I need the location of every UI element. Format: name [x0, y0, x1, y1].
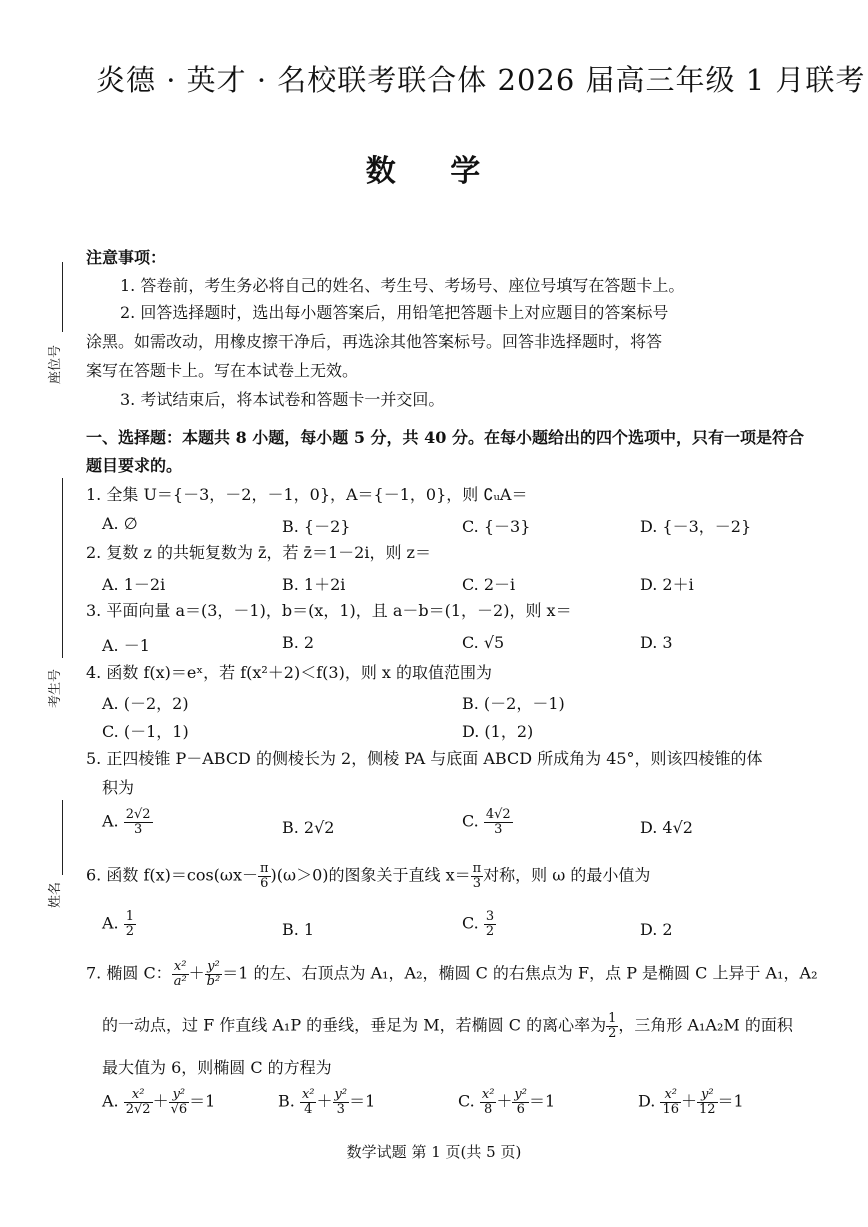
notice-line-4: 案写在答题卡上。写在本试卷上无效。 [86, 361, 359, 380]
q6-stem: 6. 函数 f(x)＝cos(ωx－ $\frac{\pi}{6}$ )(ω＞0)的图象关于直线 x＝ $\frac{\pi}{3}$ 对称，则 ω 的最小值为 [86, 861, 651, 891]
exam-no-line [62, 478, 63, 658]
q6-option-a: A. $\frac{1}{2}$ [102, 909, 135, 939]
q4-option-a: A. (－2，2) [102, 694, 189, 713]
q2-option-c: C. 2－i [462, 575, 516, 594]
notice-line-1: 1. 答卷前，考生务必将自己的姓名、考生号、考场号、座位号填写在答题卡上。 [120, 276, 685, 295]
q4-option-d: D. (1，2) [462, 722, 534, 741]
q3-option-b: B. 2 [282, 633, 315, 652]
q4-stem: 4. 函数 f(x)＝eˣ，若 f(x²＋2)＜f(3)，则 x 的取值范围为 [86, 663, 493, 682]
q3-stem: 3. 平面向量 a＝(3，－1)，b＝(x，1)，且 a－b＝(1，－2)，则 x＝ [86, 601, 572, 620]
q2-option-b: B. 1＋2i [282, 575, 346, 594]
q3-option-d: D. 3 [640, 633, 673, 652]
q5-option-a: A. $\frac{2√2}{3}$ [102, 807, 151, 837]
q1-stem: 1. 全集 U＝{－3，－2，－1，0}，A＝{－1，0}，则 ∁ᵤA＝ [86, 485, 528, 504]
seat-label: 座位号 [48, 344, 63, 384]
notice-line-5: 3. 考试结束后，将本试卷和答题卡一并交回。 [120, 390, 445, 409]
q2-option-d: D. 2＋i [640, 575, 694, 594]
exam-no-label: 考生号 [48, 668, 63, 708]
q4-option-b: B. (－2，－1) [462, 694, 565, 713]
q1-option-c: C. {－3} [462, 517, 531, 536]
notice-line-2: 2. 回答选择题时，选出每小题答案后，用铅笔把答题卡上对应题目的答案标号 [120, 303, 669, 322]
q7-stem-line-2: 的一动点，过 F 作直线 A₁P 的垂线，垂足为 M，若椭圆 C 的离心率为 $\frac{1}{2}$ ，三角形 A₁A₂M 的面积 [102, 1011, 793, 1041]
notice-line-3: 涂黑。如需改动，用橡皮擦干净后，再选涂其他答案标号。回答非选择题时，将答 [86, 332, 663, 351]
exam-title: 炎德 · 英才 · 名校联考联合体 2026 届高三年级 1 月联考 [96, 63, 866, 97]
q7-option-b: B. $\frac{\text{x²}}{4}$ ＋ $\frac{\text{y²}}{3}$ ＝1 [278, 1087, 376, 1117]
notice-heading: 注意事项： [86, 248, 167, 267]
q7-option-a: A. $\frac{\text{x²}}{2√2}$ ＋ $\frac{\text{y²}}{√6}$ ＝1 [102, 1087, 216, 1117]
q1-option-a: A. ∅ [102, 514, 138, 533]
q5-stem-line-2: 积为 [102, 778, 135, 797]
q7-stem-line-3: 最大值为 6，则椭圆 C 的方程为 [102, 1058, 332, 1077]
section-heading-2: 题目要求的。 [86, 456, 183, 475]
q1-option-b: B. {－2} [282, 517, 351, 536]
section-heading-1: 一、选择题：本题共 8 小题，每小题 5 分，共 40 分。在每小题给出的四个选项中，只有一项是符合 [86, 428, 804, 447]
q4-option-c: C. (－1，1) [102, 722, 189, 741]
q7-option-d: D. $\frac{\text{x²}}{16}$ ＋ $\frac{\text{y²}}{12}$ ＝1 [638, 1087, 744, 1117]
q2-stem: 2. 复数 z 的共轭复数为 z̄，若 z̄＝1－2i，则 z＝ [86, 543, 431, 562]
q5-option-d: D. 4√2 [640, 818, 693, 837]
q1-option-d: D. {－3，－2} [640, 517, 752, 536]
q5-stem-line-1: 5. 正四棱锥 P－ABCD 的侧棱长为 2，侧棱 PA 与底面 ABCD 所成角为 45°，则该四棱锥的体 [86, 749, 763, 768]
q5-option-c: C. $\frac{4√2}{3}$ [462, 807, 511, 837]
page-footer: 数学试题 第 1 页(共 5 页) [346, 1143, 522, 1161]
q3-option-c: C. √5 [462, 633, 505, 652]
name-line [62, 800, 63, 875]
q6-option-d: D. 2 [640, 920, 673, 939]
name-label: 姓名 [48, 881, 63, 908]
q6-option-b: B. 1 [282, 920, 315, 939]
q3-option-a: A. －1 [102, 636, 150, 655]
q5-option-b: B. 2√2 [282, 818, 335, 837]
q6-option-c: C. $\frac{3}{2}$ [462, 909, 495, 939]
q7-stem-line-1: 7. 椭圆 C： $\frac{\text{x²}}{\text{a²}}$ ＋ $\frac{\text{y²}}{\text{b²}}$ ＝1 的左、右顶点为 A₁，A₂，椭圆 C 的右焦点为 F，点 P 是椭圆 C 上异于 A₁，A₂ [86, 959, 818, 989]
subject-title: 数 学 [365, 154, 503, 189]
seat-line [62, 262, 63, 332]
q2-option-a: A. 1－2i [102, 575, 166, 594]
q7-option-c: C. $\frac{\text{x²}}{8}$ ＋ $\frac{\text{y²}}{6}$ ＝1 [458, 1087, 556, 1117]
